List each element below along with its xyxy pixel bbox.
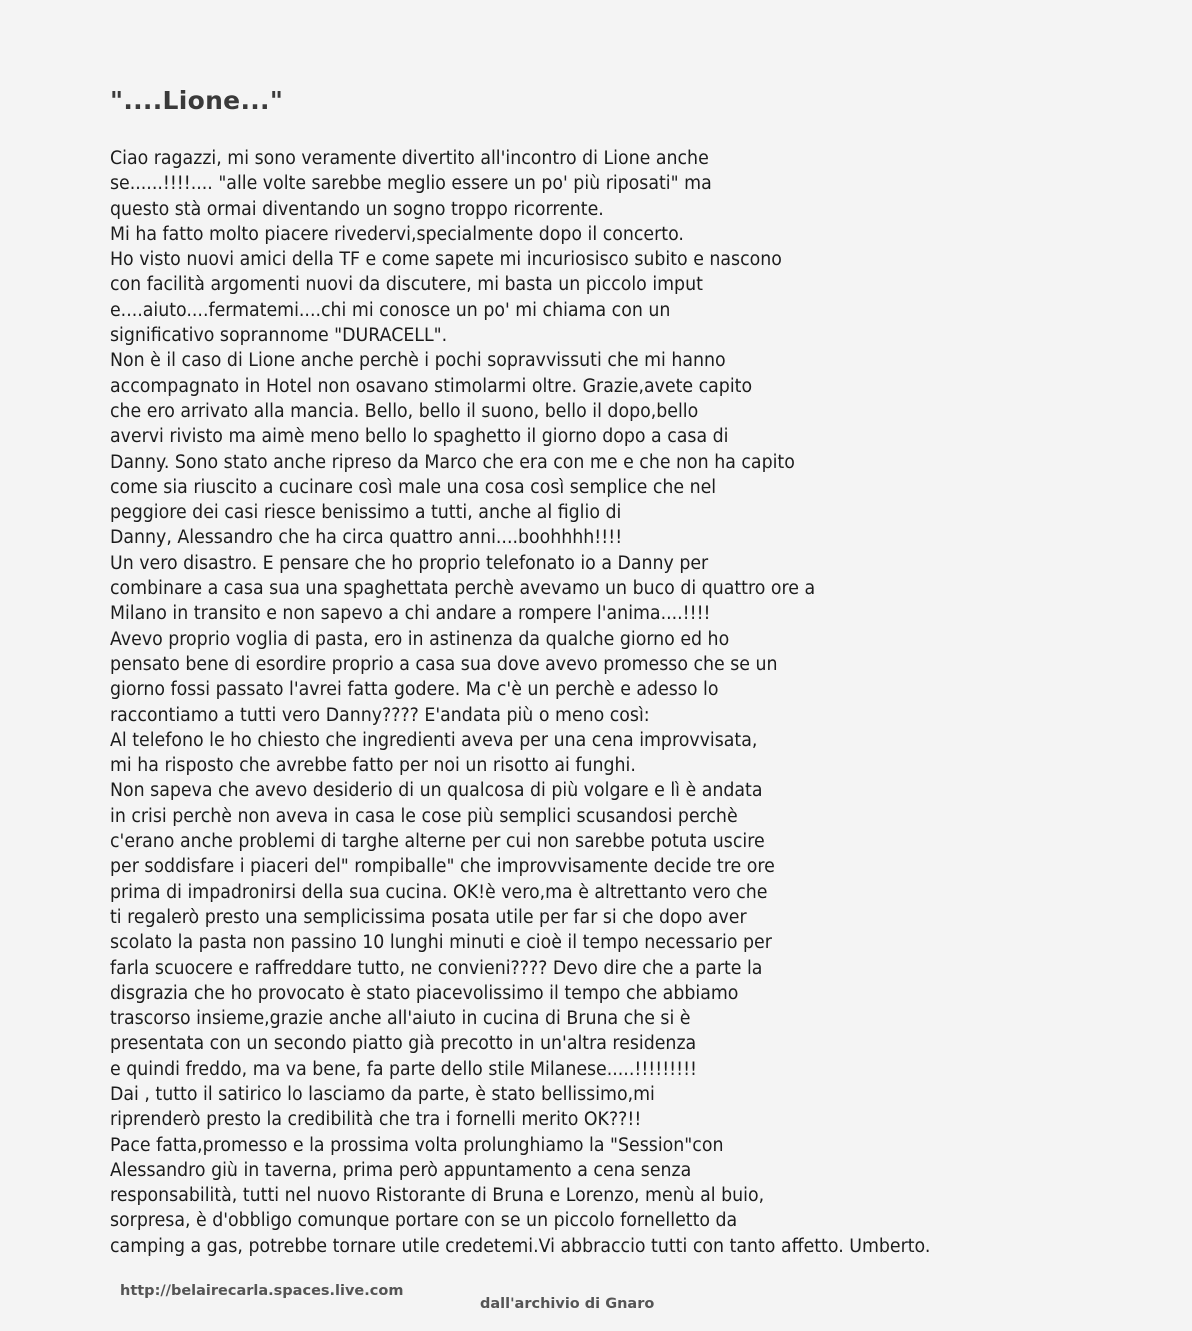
body-line: avervi rivisto ma aimè meno bello lo spaghetto il giorno dopo a casa di [110, 426, 729, 448]
body-line: Pace fatta,promesso e la prossima volta prolunghiamo la "Session"con [110, 1134, 724, 1156]
body-line: con facilità argomenti nuovi da discutere, mi basta un piccolo imput [110, 274, 703, 296]
body-line: responsabilità, tutti nel nuovo Ristorante di Bruna e Lorenzo, menù al buio, [110, 1185, 765, 1207]
body-line: significativo soprannome "DURACELL". [110, 325, 448, 347]
body-line: peggiore dei casi riesce benissimo a tutti, anche al figlio di [110, 502, 622, 524]
body-line: per soddisfare i piaceri del" rompiballe" che improvvisamente decide tre ore [110, 856, 775, 878]
body-line: questo stà ormai diventando un sogno troppo ricorrente. [110, 198, 604, 220]
document-title: "....Lione..." [110, 86, 284, 115]
body-line: Avevo proprio voglia di pasta, ero in astinenza da qualche giorno ed ho [110, 628, 730, 650]
document-body [110, 146, 1170, 1259]
body-line: prima di impadronirsi della sua cucina. OK!è vero,ma è altrettanto vero che [110, 881, 768, 903]
body-line: scolato la pasta non passino 10 lunghi minuti e cioè il tempo necessario per [110, 932, 772, 954]
body-line: e quindi freddo, ma va bene, fa parte dello stile Milanese.....!!!!!!!!! [110, 1058, 698, 1080]
body-line: Non è il caso di Lione anche perchè i pochi sopravvissuti che mi hanno [110, 350, 726, 372]
body-line: combinare a casa sua una spaghettata perchè avevamo un buco di quattro ore a [110, 578, 816, 600]
body-line: in crisi perchè non aveva in casa le cose più semplici scusandosi perchè [110, 805, 738, 827]
body-line: presentata con un secondo piatto già precotto in un'altra residenza [110, 1033, 697, 1055]
body-line: riprenderò presto la credibilità che tra i fornelli merito OK??!! [110, 1109, 642, 1131]
body-line: mi ha risposto che avrebbe fatto per noi un risotto ai funghi. [110, 755, 636, 777]
body-line: Mi ha fatto molto piacere rivedervi,specialmente dopo il concerto. [110, 223, 684, 245]
body-line: disgrazia che ho provocato è stato piacevolissimo il tempo che abbiamo [110, 982, 739, 1004]
body-line: Alessandro giù in taverna, prima però appuntamento a cena senza [110, 1159, 692, 1181]
body-line: giorno fossi passato l'avrei fatta godere. Ma c'è un perchè e adesso lo [110, 679, 719, 701]
body-line: trascorso insieme,grazie anche all'aiuto in cucina di Bruna che si è [110, 1008, 691, 1030]
body-line: camping a gas, potrebbe tornare utile credetemi.Vi abbraccio tutti con tanto affetto. Umberto. [110, 1235, 931, 1257]
body-line: che ero arrivato alla mancia. Bello, bello il suono, bello il dopo,bello [110, 400, 699, 422]
body-line: sorpresa, è d'obbligo comunque portare con se un piccolo fornelletto da [110, 1210, 738, 1232]
body-line: accompagnato in Hotel non osavano stimolarmi oltre. Grazie,avete capito [110, 375, 753, 397]
body-line: Dai , tutto il satirico lo lasciamo da parte, è stato bellissimo,mi [110, 1083, 655, 1105]
body-line: se......!!!!.... "alle volte sarebbe meglio essere un po' più riposati" ma [110, 173, 712, 195]
body-line: come sia riuscito a cucinare così male una cosa così semplice che nel [110, 476, 717, 498]
footer-archive-credit: dall'archivio di Gnaro [480, 1296, 655, 1312]
body-line: ti regalerò presto una semplicissima posata utile per far si che dopo aver [110, 906, 747, 928]
body-line: Un vero disastro. E pensare che ho proprio telefonato io a Danny per [110, 552, 709, 574]
body-line: Milano in transito e non sapevo a chi andare a rompere l'anima....!!!! [110, 603, 711, 625]
body-line: Ciao ragazzi, mi sono veramente divertito all'incontro di Lione anche [110, 148, 709, 169]
body-line: Ho visto nuovi amici della TF e come sapete mi incuriosisco subito e nascono [110, 249, 782, 271]
footer-url: http://belairecarla.spaces.live.com [120, 1283, 404, 1299]
body-line: c'erano anche problemi di targhe alterne per cui non sarebbe potuta uscire [110, 831, 765, 853]
body-line: Al telefono le ho chiesto che ingredienti aveva per una cena improvvisata, [110, 729, 758, 751]
body-line: e....aiuto....fermatemi....chi mi conosce un po' mi chiama con un [110, 299, 671, 321]
body-line: raccontiamo a tutti vero Danny???? E'andata più o meno così: [110, 704, 650, 726]
body-line: Danny, Alessandro che ha circa quattro anni....boohhhh!!!! [110, 527, 623, 549]
body-line: pensato bene di esordire proprio a casa sua dove avevo promesso che se un [110, 653, 778, 675]
body-line: Danny. Sono stato anche ripreso da Marco che era con me e che non ha capito [110, 451, 795, 473]
body-line: farla scuocere e raffreddare tutto, ne convieni???? Devo dire che a parte la [110, 957, 763, 979]
body-line: Non sapeva che avevo desiderio di un qualcosa di più volgare e lì è andata [110, 780, 763, 802]
